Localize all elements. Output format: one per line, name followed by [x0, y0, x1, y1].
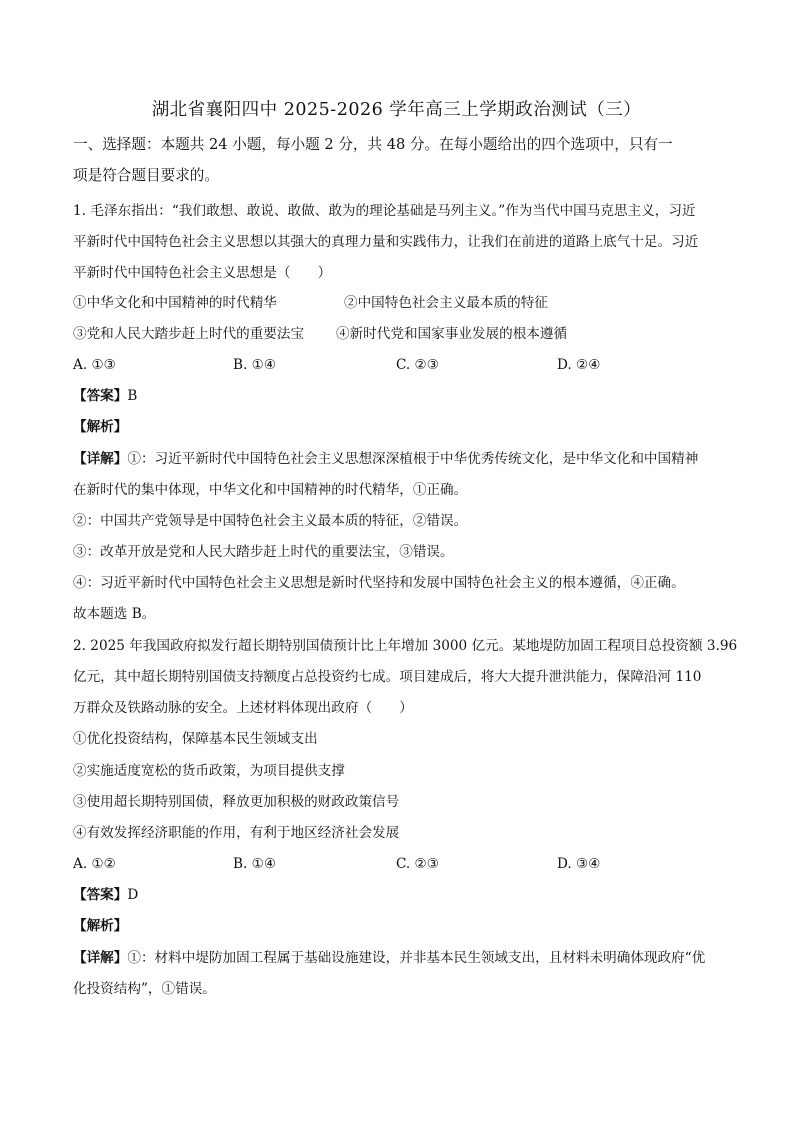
q2-option-c: C. ②③	[396, 856, 439, 872]
q1-analysis-label: 【解析】	[73, 419, 128, 435]
q1-statement-1: ①中华文化和中国精神的时代精华	[73, 295, 277, 311]
q2-option-a: A. ①②	[73, 856, 116, 872]
q1-option-a: A. ①③	[73, 357, 116, 373]
q2-statement-4: ④有效发挥经济职能的作用，有利于地区经济社会发展	[73, 825, 400, 841]
q2-detail-line-2: 化投资结构”，①错误。	[73, 981, 216, 997]
section-instruction-line-1: 一、选择题：本题共 24 小题，每小题 2 分，共 48 分。在每小题给出的四个选项中，只有一	[73, 136, 673, 153]
q1-statement-4: ④新时代党和国家事业发展的根本遵循	[336, 326, 568, 342]
q2-detail-text-1: ①：材料中堤防加固工程属于基础设施建设，并非基本民生领域支出，且材料未明确体现政府“优	[127, 950, 706, 966]
q1-detail-line-2: 在新时代的集中体现，中华文化和中国精神的时代精华，①正确。	[73, 482, 468, 498]
q2-option-b: B. ①④	[233, 856, 277, 872]
q1-option-b: B. ①④	[233, 357, 277, 373]
q2-statement-1: ①优化投资结构，保障基本民生领域支出	[73, 731, 318, 747]
q2-stem-line-1: 2. 2025 年我国政府拟发行超长期特别国债预计比上年增加 3000 亿元。某地堤防加固工程项目总投资额 3.96	[73, 638, 738, 654]
q1-stem-line-1: 1. 毛泽东指出：“我们敢想、敢说、敢做、敢为的理论基础是马列主义。”作为当代中国马克思主义，习近	[73, 203, 696, 219]
q1-detail-text-1: ①：习近平新时代中国特色社会主义思想深深植根于中华优秀传统文化，是中华文化和中国精神	[127, 451, 699, 467]
q1-answer-tag: 【答案】	[73, 388, 128, 404]
q2-analysis-label: 【解析】	[73, 918, 128, 934]
q2-answer-tag: 【答案】	[73, 887, 128, 903]
q1-analysis-tag	[73, 418, 127, 436]
q1-statement-3: ③党和人民大踏步赶上时代的重要法宝	[73, 326, 305, 342]
q1-detail-tag: 【详解】	[73, 451, 128, 467]
q2-detail-line-1	[73, 949, 705, 967]
q2-answer-value: D	[127, 887, 139, 903]
q1-option-c: C. ②③	[396, 357, 439, 373]
page-title: 湖北省襄阳四中 2025-2026 学年高三上学期政治测试（三）	[151, 100, 642, 120]
q2-statement-2: ②实施适度宽松的货币政策，为项目提供支撑	[73, 763, 345, 779]
q1-detail-line-4: ③：改革开放是党和人民大踏步赶上时代的重要法宝，③错误。	[73, 544, 454, 560]
q1-detail-line-3: ②：中国共产党领导是中国特色社会主义最本质的特征，②错误。	[73, 513, 468, 529]
section-instruction-line-2: 项是符合题目要求的。	[73, 167, 219, 184]
q2-answer	[73, 886, 138, 904]
q2-stem-line-3: 万群众及铁路动脉的安全。上述材料体现出政府（ ）	[73, 700, 413, 716]
q1-stem-line-3: 平新时代中国特色社会主义思想是（ ）	[73, 265, 332, 281]
q1-answer	[73, 387, 137, 405]
q2-stem-line-2: 亿元，其中超长期特别国债支持额度占总投资约七成。项目建成后，将大大提升泄洪能力，保障沿河 110	[73, 669, 702, 685]
q1-detail-line-6: 故本题选 B。	[73, 606, 156, 622]
q2-option-d: D. ③④	[557, 856, 601, 872]
q1-stem-line-2: 平新时代中国特色社会主义思想以其强大的真理力量和实践伟力，让我们在前进的道路上底气十足。习近	[73, 234, 699, 250]
q2-detail-tag: 【详解】	[73, 950, 128, 966]
q2-analysis-tag	[73, 917, 127, 935]
q1-answer-value: B	[127, 388, 138, 404]
q1-statement-2: ②中国特色社会主义最本质的特征	[344, 295, 548, 311]
q1-option-d: D. ②④	[557, 357, 601, 373]
q1-detail-line-5: ④：习近平新时代中国特色社会主义思想是新时代坚持和发展中国特色社会主义的根本遵循，④正确。	[73, 575, 685, 591]
q2-statement-3: ③使用超长期特别国债，释放更加积极的财政政策信号	[73, 794, 400, 810]
q1-detail-line-1	[73, 450, 698, 468]
